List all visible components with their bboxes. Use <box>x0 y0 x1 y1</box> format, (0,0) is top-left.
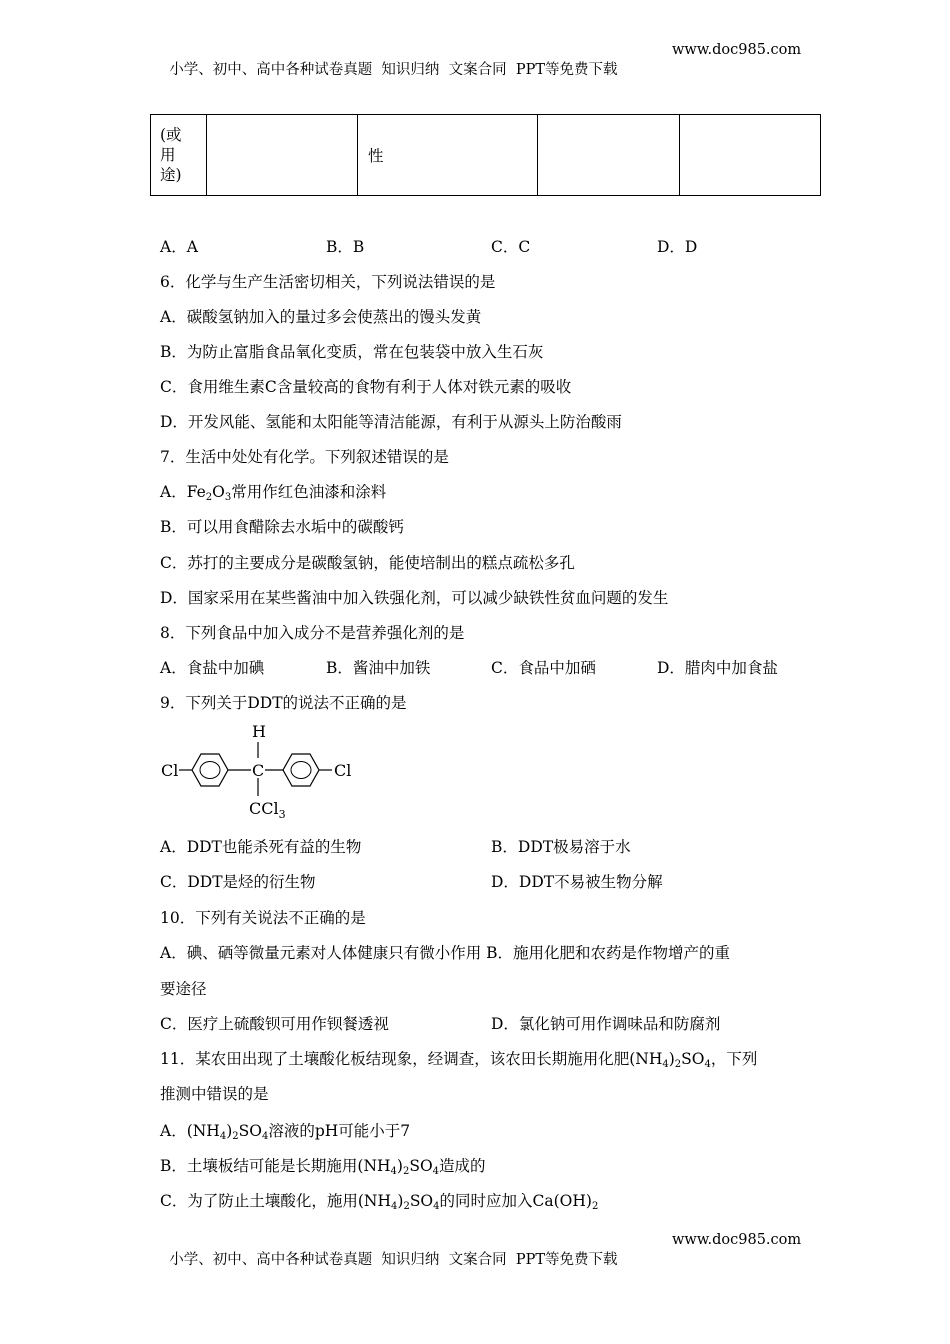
q10-options-line2: 要途径 <box>160 980 207 998</box>
text: C．为了防止土壤酸化，施用(NH <box>160 1192 391 1210</box>
text: ，下列 <box>710 1050 758 1068</box>
benzene-ring-left <box>192 754 228 786</box>
q7-option-a <box>160 481 386 503</box>
table-cell-label <box>151 115 207 196</box>
table-cell <box>538 115 680 196</box>
table-cell <box>207 115 358 196</box>
q9-option-b: B．DDT极易溶于水 <box>491 838 631 856</box>
benzene-ring-right <box>283 754 319 786</box>
q9-option-c: C．DDT是烃的衍生物 <box>160 873 316 891</box>
q7-option-c: C．苏打的主要成分是碳酸氢钠，能使培制出的糕点疏松多孔 <box>160 554 575 572</box>
text: ) <box>668 1050 675 1068</box>
text: SO <box>409 1157 433 1175</box>
atom-cl-right: Cl <box>334 761 352 780</box>
text: 的同时应加入Ca(OH) <box>439 1192 592 1210</box>
aromatic-circle-right <box>291 762 311 779</box>
q5-option-b: B．B <box>326 238 365 256</box>
q6-option-b: B．为防止富脂食品氧化变质，常在包装袋中放入生石灰 <box>160 343 544 361</box>
q5-option-d: D．D <box>657 238 698 256</box>
subscript: 2 <box>591 1201 599 1212</box>
q5-option-a: A．A <box>160 238 198 256</box>
page-header <box>160 42 802 95</box>
q11-stem-line1 <box>160 1048 757 1070</box>
q8-option-b: B．酱油中加铁 <box>326 659 431 677</box>
subscript: 2 <box>403 1201 410 1212</box>
subscript: 2 <box>232 1131 239 1142</box>
ddt-structure-diagram <box>155 720 375 825</box>
q8-stem: 8．下列食品中加入成分不是营养强化剂的是 <box>160 624 465 642</box>
header-site: www.doc985.com <box>672 42 802 58</box>
label-line-2: 用 <box>160 146 176 164</box>
subscript: 2 <box>205 492 213 503</box>
q8-option-d: D．腊肉中加食盐 <box>657 659 778 677</box>
label-line-3: 途) <box>160 166 182 184</box>
q11-stem-line2: 推测中错误的是 <box>160 1085 269 1103</box>
q8-option-c: C．食品中加硒 <box>491 659 596 677</box>
q6-option-d: D．开发风能、氢能和太阳能等清洁能源，有利于从源头上防治酸雨 <box>160 413 622 431</box>
subscript: 4 <box>704 1059 711 1070</box>
atom-c-center: C <box>252 761 265 780</box>
q7-option-d: D．国家采用在某些酱油中加入铁强化剂，可以减少缺铁性贫血问题的发生 <box>160 589 669 607</box>
subscript: 4 <box>261 1131 269 1142</box>
text: A．(NH <box>160 1122 220 1140</box>
subscript: 2 <box>402 1166 410 1177</box>
q11-option-a <box>160 1120 410 1142</box>
subscript: 4 <box>390 1166 397 1177</box>
subscript: 4 <box>433 1201 440 1212</box>
subscript: 4 <box>391 1201 398 1212</box>
table-fragment <box>150 114 821 196</box>
text: B．土壤板结可能是长期施用(NH <box>160 1157 391 1175</box>
q10-option-d: D．氯化钠可用作调味品和防腐剂 <box>491 1015 721 1033</box>
q10-option-c: C．医疗上硫酸钡可用作钡餐透视 <box>160 1015 389 1033</box>
subscript: 4 <box>662 1059 669 1070</box>
q7-stem: 7．生活中处处有化学。下列叙述错误的是 <box>160 448 449 466</box>
q7-option-b: B．可以用食醋除去水垢中的碳酸钙 <box>160 518 404 536</box>
text: A．Fe <box>160 483 206 501</box>
subscript: 3 <box>278 808 286 821</box>
footer-text: 小学、初中、高中各种试卷真题 知识归纳 文案合同 PPT等免费下载 <box>169 1252 618 1268</box>
text: ) <box>226 1122 233 1140</box>
q9-option-a: A．DDT也能杀死有益的生物 <box>160 838 362 856</box>
text: 造成的 <box>439 1157 486 1175</box>
text: SO <box>409 1192 434 1210</box>
subscript: 4 <box>219 1131 227 1142</box>
atom-h-top: H <box>252 722 266 741</box>
q6-option-c: C．食用维生素C含量较高的食物有利于人体对铁元素的吸收 <box>160 378 572 396</box>
subscript: 3 <box>224 492 232 503</box>
footer-site: www.doc985.com <box>672 1232 802 1248</box>
q6-option-a: A．碳酸氢钠加入的量过多会使蒸出的馒头发黄 <box>160 308 482 326</box>
group-ccl3 <box>249 799 286 821</box>
q5-option-c: C．C <box>491 238 531 256</box>
q11-option-b <box>160 1155 486 1177</box>
text: ) <box>397 1192 404 1210</box>
text: SO <box>238 1122 262 1140</box>
text: 溶液的pH可能小于7 <box>268 1122 411 1140</box>
table-cell-property: 性 <box>358 115 538 196</box>
table-row <box>151 115 821 196</box>
q8-option-a: A．食盐中加碘 <box>160 659 265 677</box>
page-footer <box>160 1232 802 1285</box>
q6-stem: 6．化学与生产生活密切相关，下列说法错误的是 <box>160 273 496 291</box>
q10-stem: 10．下列有关说法不正确的是 <box>160 909 366 927</box>
atom-cl-left: Cl <box>161 761 179 780</box>
table-cell <box>680 115 821 196</box>
subscript: 4 <box>432 1166 440 1177</box>
text: CCl <box>249 799 279 818</box>
label-line-1: (或 <box>160 126 182 144</box>
subscript: 2 <box>674 1059 682 1070</box>
aromatic-circle-left <box>200 762 220 779</box>
q9-stem: 9．下列关于DDT的说法不正确的是 <box>160 694 407 712</box>
text: ) <box>396 1157 403 1175</box>
header-text: 小学、初中、高中各种试卷真题 知识归纳 文案合同 PPT等免费下载 <box>169 62 618 78</box>
q11-option-c <box>160 1190 598 1212</box>
q9-option-d: D．DDT不易被生物分解 <box>491 873 663 891</box>
q10-options-line1: A．碘、硒等微量元素对人体健康只有微小作用 B．施用化肥和农药是作物增产的重 <box>160 944 731 962</box>
text: SO <box>681 1050 705 1068</box>
text: O <box>212 483 225 501</box>
text: 常用作红色油漆和涂料 <box>231 483 387 501</box>
text: 11．某农田出现了土壤酸化板结现象，经调查，该农田长期施用化肥(NH <box>160 1050 663 1068</box>
